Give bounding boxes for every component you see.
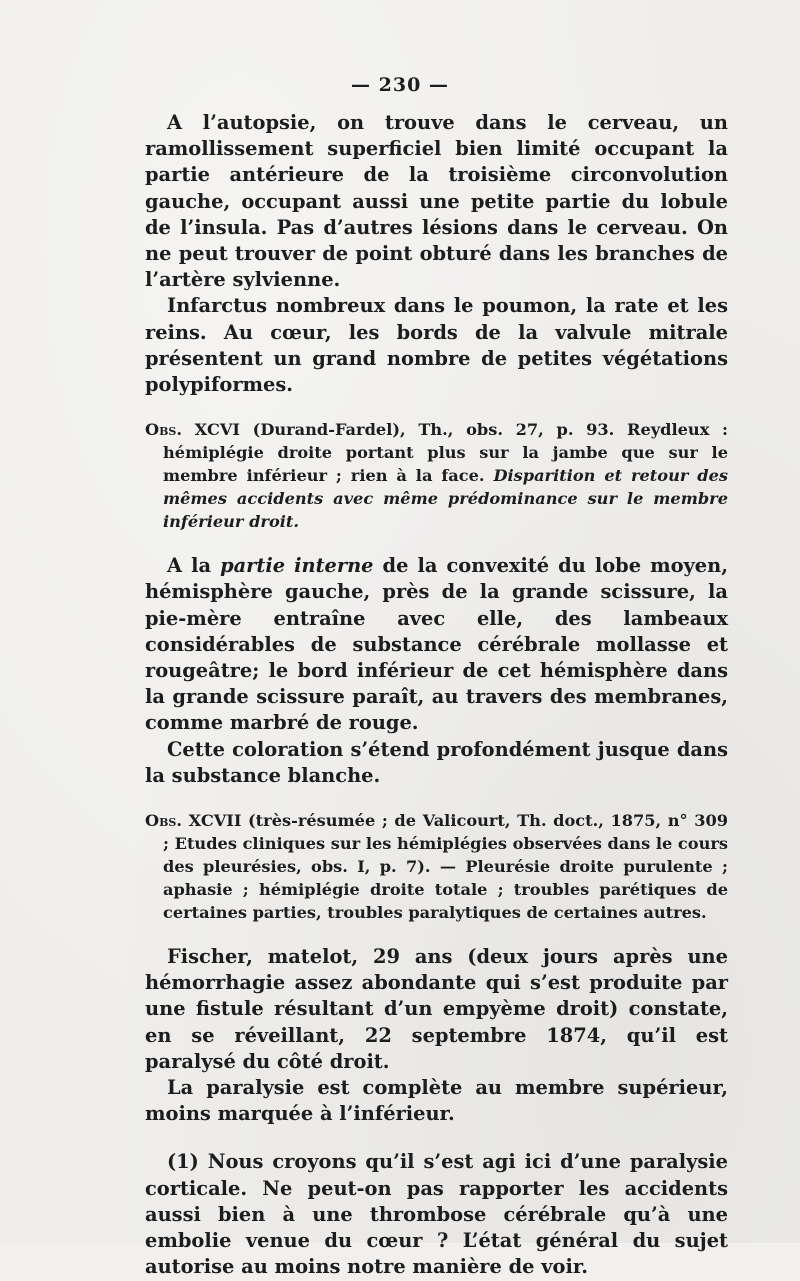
- paragraph-convexite: [145, 553, 728, 736]
- paragraph-prefix: A la: [167, 554, 221, 578]
- paragraph-paralysie: La paralysie est complète au membre supérieur, moins marquée à l’inférieur.: [145, 1076, 728, 1126]
- footnote: (1) Nous croyons qu’il s’est agi ici d’une paralysie corticale. Ne peut-on pas rapporter les accidents aussi bien à une thrombose cérébrale qu’à une embolie venue du cœur ? L’état général du sujet autorise au moins notre manière de voir.: [145, 1150, 728, 1279]
- observation-emphasis: Disparition et retour des mêmes accidents avec même prédominance sur le membre inférieur droit.: [163, 466, 728, 532]
- page-number: — 230 —: [351, 74, 449, 96]
- paragraph-infarctus: Infarctus nombreux dans le poumon, la rate et les reins. Au cœur, les bords de la valvule mitrale présentent un grand nombre de petites végétations polypiformes.: [145, 294, 728, 397]
- paragraph-fischer: Fischer, matelot, 29 ans (deux jours après une hémorrhagie assez abondante qui s’est produite par une fistule résultant d’un empyème droit) constate, en se réveillant, 22 septembre 1874, qu’il est paralysé du côté droit.: [145, 945, 728, 1073]
- paragraph-rest: de la convexité du lobe moyen, hémisphère gauche, près de la grande scissure, la pie-mère entraîne avec elle, des lambeaux considérables de substance cérébrale mollasse et rougeâtre; le bord inférieur de cet hémisphère dans la grande scissure paraît, au travers des membranes, comme marbré de rouge.: [145, 554, 728, 735]
- observation-text: (très-résumée ; de Valicourt, Th. doct., 1875, n° 309 ; Etudes cliniques sur les hémiplégies observées dans le cours des pleurésies, obs. I, p. 7). — Pleurésie droite purulente ; aphasie ; hémiplégie droite totale ; troubles parétiques de certaines parties, troubles paralytiques de certaines autres.: [163, 811, 728, 923]
- paragraph-emphasis: partie interne: [220, 554, 374, 578]
- paragraph-coloration: Cette coloration s’étend profondément jusque dans la substance blanche.: [145, 737, 728, 787]
- observation-xcvii: [145, 809, 728, 924]
- observation-label: Obs. XCVI: [145, 420, 240, 440]
- observation-label: Obs. XCVII: [145, 811, 242, 831]
- paragraph-autopsy: A l’autopsie, on trouve dans le cerveau, un ramollissement superficiel bien limité occupant la partie antérieure de la troisième circonvolution gauche, occupant aussi une petite partie du lobule de l’insula. Pas d’autres lésions dans le cerveau. On ne peut trouver de point obturé dans les branches de l’artère sylvienne.: [145, 111, 728, 292]
- observation-text: (Durand-Fardel), Th., obs. 27, p. 93. Reydleux : hémiplégie droite portant plus sur la jambe que sur le membre inférieur ; rien à la face.: [163, 420, 729, 486]
- page-body: [145, 110, 728, 1281]
- observation-xcvi: [145, 418, 728, 533]
